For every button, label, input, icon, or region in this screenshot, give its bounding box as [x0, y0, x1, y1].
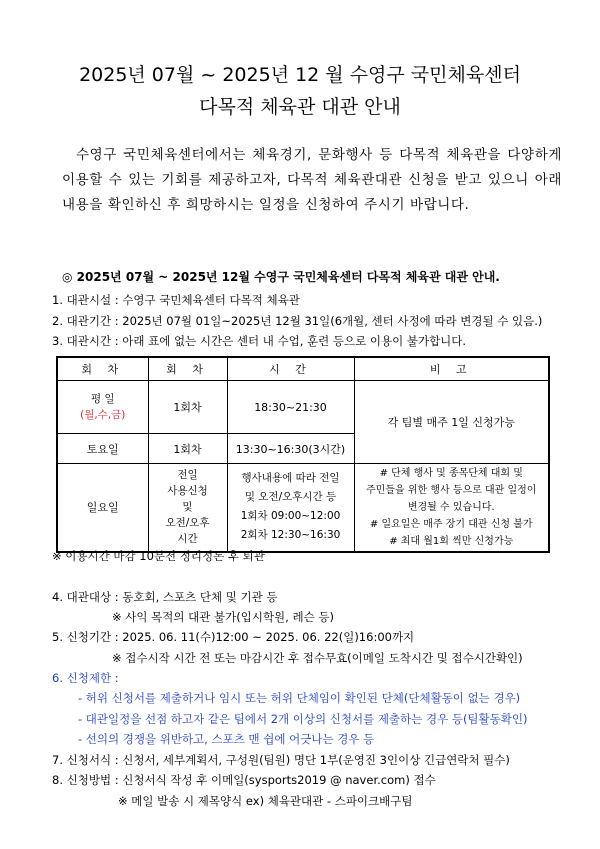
sunday-note-line: 변경될 수 있습니다.: [407, 501, 495, 513]
sunday-note-line: # 일요일은 매주 장기 대관 신청 불가: [369, 518, 533, 530]
saturday-count: 1회차: [148, 434, 227, 464]
item-method-note: ※ 메일 발송 시 제목양식 ex) 체육관대관 - 스파이크배구팀: [118, 794, 413, 808]
weekday-count: 1회차: [148, 381, 227, 434]
item-apply-period: 5. 신청기간 : 2025. 06. 11(수)12:00 ~ 2025. 06. 22(일)16:00까지: [52, 630, 415, 644]
item-period: 2. 대관기간 : 2025년 07월 01일~2025년 12월 31일(6개월, 센터 사정에 따라 변경될 수 있음.): [52, 314, 543, 328]
weekday-days: (월,수,금): [80, 409, 126, 421]
header-cell: 회 차: [148, 357, 227, 381]
weekday-time: 18:30~21:30: [227, 381, 354, 434]
sunday-note-line: # 단체 행사 및 종목단체 대회 및: [379, 467, 523, 479]
sunday-note-line: # 최대 월1회 씩만 신청가능: [389, 535, 514, 547]
restriction-line: - 선의의 경쟁을 위반하고, 스포츠 맨 쉽에 어긋나는 경우 등: [78, 732, 375, 746]
table-row-weekday: [57, 381, 549, 434]
saturday-time: 13:30~16:30(3시간): [227, 434, 354, 464]
table-header-row: [57, 357, 549, 381]
sunday-time-cell: [227, 464, 354, 552]
sunday-note-cell: [354, 464, 549, 552]
item-hours: 3. 대관시간 : 아래 표에 없는 시간은 센터 내 수업, 훈련 등으로 이용이 불가합니다.: [52, 334, 467, 348]
item-target: 4. 대관대상 : 동호회, 스포츠 단체 및 기관 등: [52, 590, 278, 604]
item-apply-period-note: ※ 접수시작 시간 전 또는 마감시간 후 접수무효(이메일 도착시간 및 접수시간확인): [112, 651, 523, 665]
item-forms: 7. 신청서식 : 신청서, 세부계획서, 구성원(팀원) 명단 1부(운영진 3인이상 긴급연락처 필수): [52, 753, 510, 767]
sunday-count-cell: [148, 464, 227, 552]
item-restriction: 6. 신청제한 :: [52, 671, 119, 685]
item-method: 8. 신청방법 : 신청서식 작성 후 이메일(sysports2019 @ naver.com) 접수: [52, 773, 436, 787]
table-row-sunday: [57, 464, 549, 552]
intro-paragraph: 수영구 국민체육센터에서는 체육경기, 문화행사 등 다목적 체육관을 다양하게 이용할 수 있는 기회를 제공하고자, 다목적 체육관대관 신청을 받고 있으니 아래 내용을 확인하신 후 희망하시는 일정을 신청하여 주시기 바랍니다.: [62, 147, 562, 213]
table-note: ※ 이용시간 마감 10분전 정리정돈 후 퇴관: [52, 549, 265, 563]
schedule-table: [56, 356, 550, 553]
sunday-time-line: 1회차 09:00~12:00: [240, 510, 341, 523]
sunday-time-line: 2회차 12:30~16:30: [240, 529, 341, 542]
sunday-note-line: 주민들을 위한 행사 등으로 대관 일정이: [366, 484, 537, 496]
page-title-line1: 2025년 07월 ~ 2025년 12 월 수영구 국민체육센터: [79, 64, 521, 86]
header-cell: 비 고: [354, 357, 549, 381]
weekday-note: 각 팀별 매주 1일 신청가능: [354, 381, 549, 464]
restriction-line: - 허위 신청서를 제출하거나 임시 또는 허위 단체임이 확인된 단체(단체활동이 없는 경우): [78, 691, 521, 705]
saturday-label: 토요일: [57, 434, 148, 464]
weekday-label-cell: [57, 381, 148, 434]
sunday-count-line: 오전/오후: [165, 517, 210, 530]
sunday-time-line: 및 오전/오후시간 등: [244, 491, 337, 504]
sunday-label: 일요일: [57, 464, 148, 552]
section-title: ◎ 2025년 07월 ~ 2025년 12월 수영구 국민체육센터 다목적 체육관 대관 안내.: [62, 270, 500, 284]
sunday-time-line: 행사내용에 따라 전일: [241, 472, 340, 485]
header-cell: 시 간: [227, 357, 354, 381]
item-target-note: ※ 사익 목적의 대관 불가(입시학원, 레슨 등): [112, 610, 334, 624]
sunday-count-line: 사용신청: [167, 485, 208, 498]
weekday-label: 평 일: [90, 393, 115, 405]
header-cell: 회 차: [57, 357, 148, 381]
page-title-line2: 다목적 체육관 대관 안내: [199, 96, 401, 118]
sunday-count-line: 시간: [177, 533, 198, 546]
restriction-line: - 대관일정을 선점 하고자 같은 팀에서 2개 이상의 신청서를 제출하는 경우 등(팀활동확인): [78, 712, 528, 726]
item-facility: 1. 대관시설 : 수영구 국민체육센터 다목적 체육관: [52, 293, 300, 307]
sunday-count-line: 전일: [177, 469, 198, 482]
sunday-count-line: 및: [182, 501, 193, 514]
